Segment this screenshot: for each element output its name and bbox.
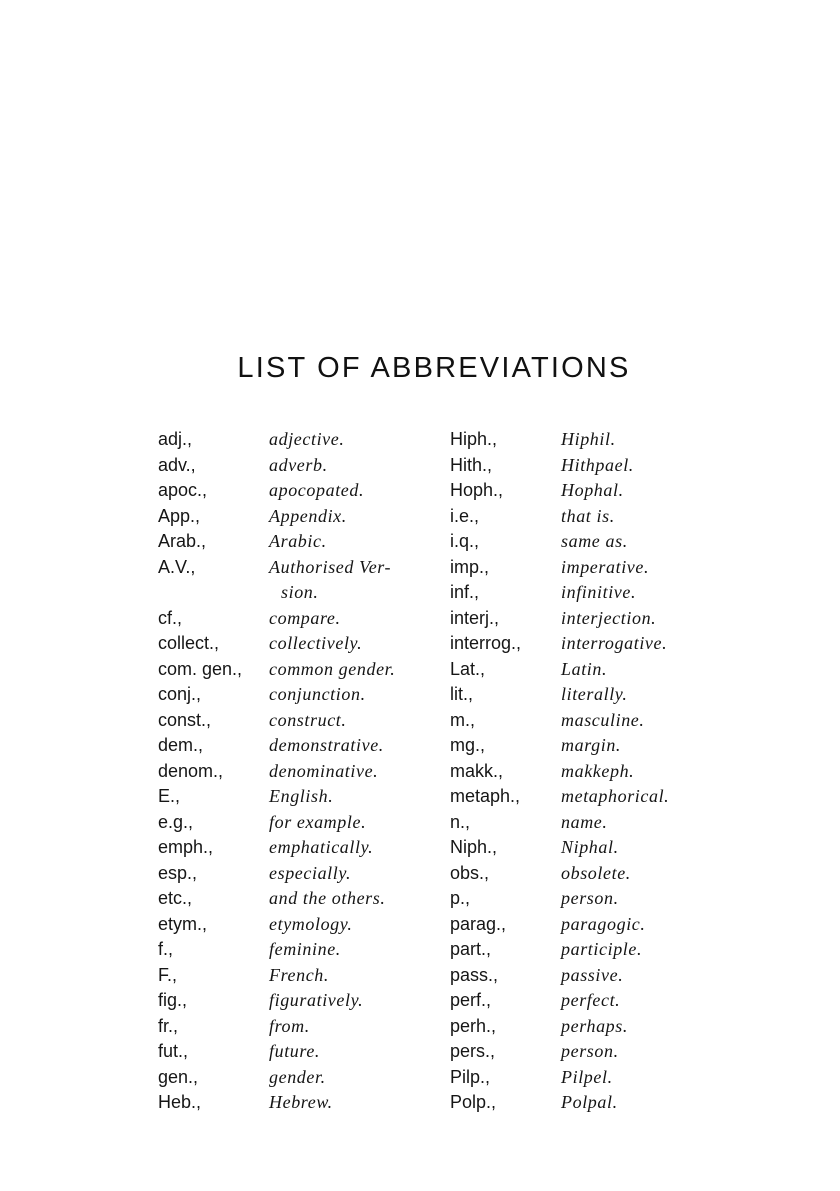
abbreviation: pass.,	[450, 964, 499, 985]
abbreviation-meaning: that is.	[561, 505, 615, 526]
abbreviation-meaning: imperative.	[561, 556, 650, 577]
abbreviation-meaning: margin.	[561, 735, 622, 755]
abbreviation: interrog.,	[450, 633, 522, 653]
abbreviation-entry	[450, 939, 669, 965]
abbreviation-entry	[450, 735, 669, 761]
abbreviation-meaning: Niphal.	[561, 837, 619, 857]
abbreviation-meaning: etymology.	[269, 913, 353, 934]
abbreviation: Lat.,	[450, 658, 486, 679]
abbreviation-meaning: sion.	[281, 582, 319, 602]
abbreviation: n.,	[450, 811, 471, 832]
abbreviation-entry	[158, 914, 395, 940]
abbreviation-entry	[158, 659, 395, 685]
abbreviation-entry	[158, 812, 395, 838]
abbreviation-meaning: Hiphil.	[561, 429, 616, 449]
abbreviation-meaning: passive.	[561, 964, 624, 985]
abbreviation-meaning: adjective.	[269, 429, 345, 449]
abbreviation-entry	[158, 990, 395, 1016]
abbreviation-entry	[450, 506, 669, 532]
abbreviation-meaning: person.	[561, 888, 619, 908]
abbreviation-entry	[158, 557, 395, 583]
abbreviation-meaning: perhaps.	[561, 1015, 628, 1036]
abbreviation: App.,	[158, 505, 201, 526]
abbreviation: Pilp.,	[450, 1066, 491, 1087]
abbreviation-meaning: denominative.	[269, 760, 379, 781]
abbreviation: emph.,	[158, 837, 214, 857]
abbreviation-entry	[450, 531, 669, 557]
abbreviation-entry	[158, 1041, 395, 1067]
abbreviation-entry	[158, 429, 395, 455]
abbreviation-entry	[158, 684, 395, 710]
abbreviation-entry	[158, 1092, 395, 1118]
abbreviation: Heb.,	[158, 1092, 202, 1112]
abbreviation: Niph.,	[450, 837, 498, 857]
abbreviation: fut.,	[158, 1041, 189, 1061]
abbreviation-meaning: and the others.	[269, 888, 386, 908]
abbreviation-meaning: especially.	[269, 862, 352, 883]
abbreviation-entry	[450, 633, 669, 659]
abbreviation-entry	[450, 837, 669, 863]
abbreviation-meaning: adverb.	[269, 454, 328, 475]
abbreviation-entry	[158, 710, 395, 736]
abbreviation: collect.,	[158, 633, 220, 653]
abbreviation-entry	[158, 837, 395, 863]
abbreviation-meaning: apocopated.	[269, 480, 365, 500]
abbreviation: m.,	[450, 709, 475, 730]
abbreviation: imp.,	[450, 556, 490, 577]
abbreviation-entry	[450, 480, 669, 506]
abbreviation-meaning: emphatically.	[269, 837, 374, 857]
abbreviation: fig.,	[158, 990, 188, 1010]
abbreviation-meaning: feminine.	[269, 939, 341, 959]
abbreviation-entry	[158, 939, 395, 965]
abbreviation: etym.,	[158, 913, 208, 934]
abbreviation-entry	[158, 531, 395, 557]
abbreviation-meaning: participle.	[561, 939, 643, 959]
abbreviation-meaning: common gender.	[269, 658, 396, 679]
abbreviation-meaning: interjection.	[561, 607, 657, 628]
abbreviation-entry	[158, 863, 395, 889]
abbreviation-entry	[158, 633, 395, 659]
abbreviation-entry	[450, 608, 669, 634]
abbreviation: e.g.,	[158, 811, 194, 832]
abbreviation: dem.,	[158, 735, 204, 755]
abbreviation-entry	[450, 455, 669, 481]
abbreviation-meaning: demonstrative.	[269, 735, 384, 755]
abbreviation-entry	[158, 608, 395, 634]
abbreviation: metaph.,	[450, 786, 521, 806]
abbreviation: denom.,	[158, 760, 224, 781]
abbreviation-entry	[450, 1092, 669, 1118]
abbreviation-meaning: Pilpel.	[561, 1066, 613, 1087]
abbreviation-entry	[450, 761, 669, 787]
abbreviation: Hoph.,	[450, 480, 504, 500]
abbreviation-entry	[450, 863, 669, 889]
abbreviation: fr.,	[158, 1015, 179, 1036]
abbreviation-entry	[158, 1016, 395, 1042]
abbreviation: parag.,	[450, 913, 507, 934]
abbreviation-meaning: figuratively.	[269, 990, 364, 1010]
abbreviation: perh.,	[450, 1015, 497, 1036]
abbreviation: apoc.,	[158, 480, 208, 500]
abbreviation: const.,	[158, 709, 212, 730]
abbreviation-entry	[158, 965, 395, 991]
abbreviation-column-right	[450, 429, 669, 1118]
abbreviation-entry	[158, 506, 395, 532]
abbreviation: adj.,	[158, 429, 193, 449]
abbreviation-meaning: interrogative.	[561, 633, 668, 653]
abbreviation-meaning: person.	[561, 1041, 619, 1061]
page-title: LIST OF ABBREVIATIONS	[237, 352, 631, 384]
abbreviation: p.,	[450, 888, 471, 908]
abbreviation-entry	[158, 888, 395, 914]
abbreviation: perf.,	[450, 990, 492, 1010]
abbreviation: etc.,	[158, 888, 193, 908]
abbreviation-entry	[450, 990, 669, 1016]
abbreviation-meaning: French.	[269, 964, 330, 985]
abbreviation: Hith.,	[450, 454, 493, 475]
abbreviation: makk.,	[450, 760, 504, 781]
abbreviation-meaning: Latin.	[561, 658, 608, 679]
abbreviation-entry	[450, 965, 669, 991]
abbreviation-entry	[450, 557, 669, 583]
abbreviation-meaning: compare.	[269, 607, 341, 628]
abbreviation: E.,	[158, 786, 181, 806]
abbreviation-meaning: English.	[269, 786, 334, 806]
abbreviation: adv.,	[158, 454, 196, 475]
abbreviation-meaning: obsolete.	[561, 862, 631, 883]
abbreviation-entry	[450, 1041, 669, 1067]
abbreviation-meaning: Arabic.	[269, 531, 327, 551]
abbreviation-meaning: gender.	[269, 1066, 326, 1087]
abbreviation: gen.,	[158, 1066, 199, 1087]
abbreviation-entry	[158, 582, 395, 608]
abbreviation-entry	[450, 1067, 669, 1093]
abbreviation-entry	[450, 1016, 669, 1042]
abbreviation: f.,	[158, 939, 174, 959]
abbreviation: mg.,	[450, 735, 486, 755]
abbreviation-meaning: Hophal.	[561, 480, 624, 500]
abbreviation: F.,	[158, 964, 178, 985]
abbreviation-meaning: paragogic.	[561, 913, 646, 934]
abbreviation-meaning: metaphorical.	[561, 786, 670, 806]
abbreviation-entry	[158, 735, 395, 761]
abbreviation-meaning: makkeph.	[561, 760, 635, 781]
abbreviation: Polp.,	[450, 1092, 497, 1112]
abbreviation-entry	[450, 710, 669, 736]
abbreviation-entry	[450, 659, 669, 685]
abbreviation: i.q.,	[450, 531, 480, 551]
abbreviation: esp.,	[158, 862, 198, 883]
abbreviation-meaning: masculine.	[561, 709, 645, 730]
abbreviation-entry	[158, 761, 395, 787]
abbreviation: Arab.,	[158, 531, 207, 551]
abbreviation: com. gen.,	[158, 658, 243, 679]
abbreviation-entry	[450, 888, 669, 914]
abbreviation-entry	[158, 480, 395, 506]
abbreviation: lit.,	[450, 684, 474, 704]
abbreviation-entry	[450, 582, 669, 608]
abbreviation-meaning: literally.	[561, 684, 628, 704]
abbreviation: part.,	[450, 939, 492, 959]
abbreviation-meaning: collectively.	[269, 633, 363, 653]
abbreviation-entry	[158, 455, 395, 481]
abbreviation-meaning: name.	[561, 811, 608, 832]
abbreviation: i.e.,	[450, 505, 480, 526]
abbreviation-meaning: future.	[269, 1041, 321, 1061]
abbreviation-entry	[450, 684, 669, 710]
abbreviation-meaning: construct.	[269, 709, 347, 730]
abbreviation-entry	[450, 812, 669, 838]
abbreviation-meaning: conjunction.	[269, 684, 366, 704]
abbreviation: obs.,	[450, 862, 490, 883]
abbreviation: cf.,	[158, 607, 183, 628]
abbreviation-meaning: Authorised Ver-	[269, 556, 392, 577]
abbreviation-entry	[158, 786, 395, 812]
abbreviation: A.V.,	[158, 556, 196, 577]
abbreviation-meaning: Hebrew.	[269, 1092, 333, 1112]
abbreviation-meaning: Appendix.	[269, 505, 347, 526]
abbreviation: Hiph.,	[450, 429, 498, 449]
abbreviation: interj.,	[450, 607, 500, 628]
abbreviation-meaning: from.	[269, 1015, 310, 1036]
abbreviation-entry	[450, 914, 669, 940]
abbreviation-meaning: infinitive.	[561, 582, 637, 602]
abbreviation-meaning: for example.	[269, 811, 367, 832]
abbreviation-meaning: Hithpael.	[561, 454, 634, 475]
abbreviation-meaning: perfect.	[561, 990, 621, 1010]
abbreviation: conj.,	[158, 684, 202, 704]
abbreviation-entry	[450, 786, 669, 812]
abbreviation-column-left	[158, 429, 395, 1118]
abbreviation: inf.,	[450, 582, 480, 602]
abbreviation-meaning: Polpal.	[561, 1092, 618, 1112]
abbreviation: pers.,	[450, 1041, 496, 1061]
abbreviation-meaning: same as.	[561, 531, 628, 551]
abbreviation-entry	[158, 1067, 395, 1093]
abbreviation-entry	[450, 429, 669, 455]
